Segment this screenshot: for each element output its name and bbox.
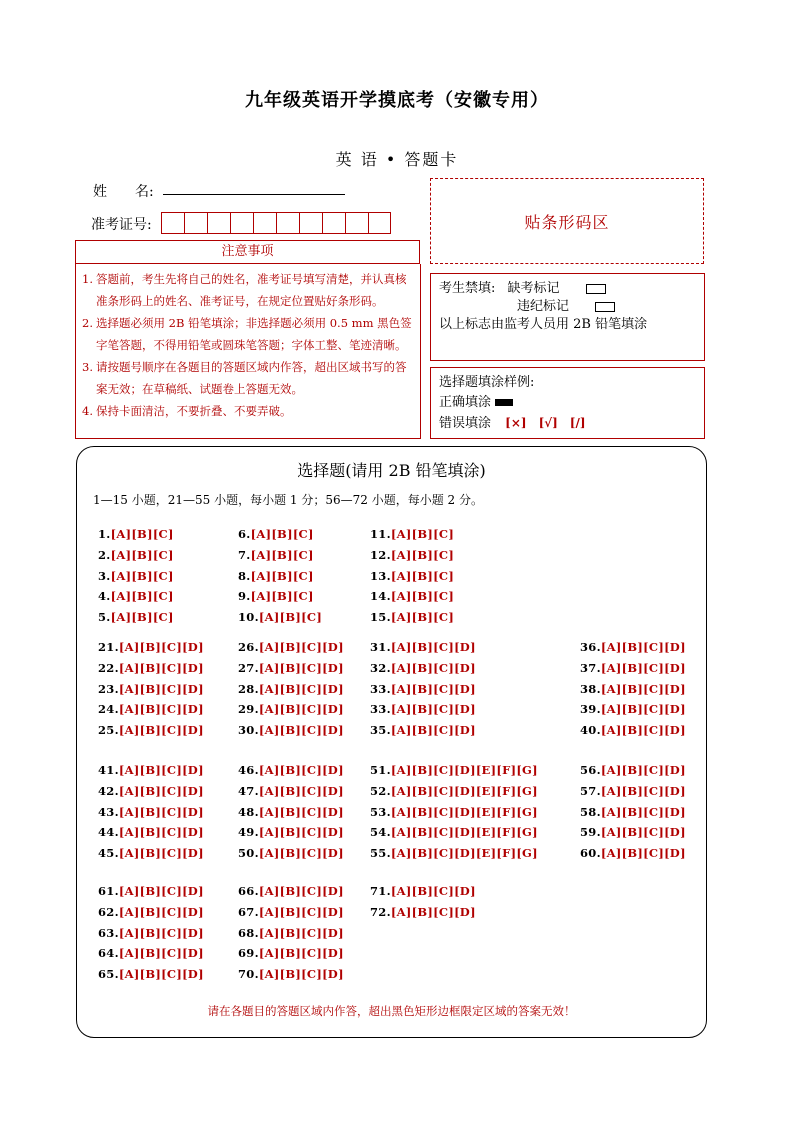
question-row (238, 846, 344, 860)
question-row (98, 723, 204, 737)
question-row (98, 610, 174, 624)
question-number: 52. (370, 783, 391, 798)
answer-options[interactable]: [A][B][C][D] (258, 681, 344, 696)
question-row (238, 905, 344, 919)
question-row (238, 527, 314, 541)
notice-item-number: 3. (82, 360, 93, 374)
question-row (98, 548, 174, 562)
answer-options[interactable]: [A][B][C][D] (390, 723, 476, 738)
notice-item-number: 4. (82, 404, 93, 418)
correct-fill-sample (495, 399, 513, 406)
question-row (238, 610, 322, 624)
answer-options[interactable]: [A][B][C][D] (118, 640, 204, 654)
answer-options[interactable]: [A][B][C][D] (258, 925, 344, 940)
absent-mark-box[interactable] (586, 284, 606, 294)
answer-options[interactable]: [A][B][C][D] (600, 846, 686, 861)
question-row (370, 805, 538, 819)
question-row (238, 661, 344, 675)
sample-title: 选择题填涂样例: (439, 375, 535, 390)
question-number: 15. (370, 610, 391, 625)
notice-item (82, 268, 414, 312)
question-row (580, 682, 686, 696)
answer-options[interactable]: [A][B][C] (250, 547, 314, 562)
barcode-area (430, 178, 704, 264)
question-number: 53. (370, 804, 391, 819)
answer-options[interactable]: [A][B][C] (390, 547, 455, 562)
question-row (98, 905, 204, 919)
choice-title: 选择题(请用 2B 铅笔填涂) (297, 461, 486, 480)
question-row (580, 805, 686, 819)
notice-item-text: 保持卡面清洁，不要折叠、不要弄破。 (96, 404, 292, 418)
notice-body (75, 264, 421, 439)
question-number: 40. (580, 723, 601, 738)
question-number: 65. (98, 967, 119, 982)
answer-options[interactable]: [A][B][C][D] (118, 904, 204, 919)
answer-options[interactable]: [A][B][C][D][E][F][G] (390, 825, 538, 840)
id-digit-box[interactable] (161, 212, 184, 234)
absent-label: 缺考标记 (507, 281, 560, 296)
question-number: 35. (370, 723, 391, 738)
answer-options[interactable]: [A][B][C][D] (390, 660, 476, 675)
answer-options[interactable]: [A][B][C][D][E][F][G] (390, 763, 538, 777)
question-row (238, 825, 344, 839)
question-number: 32. (370, 660, 391, 675)
question-number: 1. (98, 527, 111, 541)
answer-options[interactable]: [A][B][C][D] (118, 825, 204, 840)
question-number: 28. (238, 681, 259, 696)
question-row (580, 846, 686, 860)
answer-options[interactable]: [A][B][C][D] (118, 884, 204, 898)
question-number: 14. (370, 589, 391, 604)
question-row (370, 723, 476, 737)
question-number: 66. (238, 884, 259, 898)
question-row (238, 589, 314, 603)
question-number: 56. (580, 763, 601, 777)
choice-footer: 请在各题目的答题区域内作答，超出黑色矩形边框限定区域的答案无效！ (207, 1004, 576, 1018)
question-row (370, 640, 476, 654)
question-row (370, 784, 538, 798)
question-row (238, 967, 344, 981)
id-digit-box[interactable] (322, 212, 345, 234)
question-row (98, 702, 204, 716)
question-row (98, 846, 204, 860)
answer-options[interactable]: [A][B][C][D] (390, 904, 476, 919)
answer-options[interactable]: [A][B][C][D] (118, 925, 204, 940)
question-number: 25. (98, 723, 119, 738)
proctor-note: 以上标志由监考人员用 2B 铅笔填涂 (439, 317, 648, 332)
answer-options[interactable]: [A][B][C] (110, 527, 174, 541)
question-number: 13. (370, 568, 391, 583)
question-number: 61. (98, 884, 119, 898)
question-number: 23. (98, 681, 119, 696)
question-number: 5. (98, 610, 111, 625)
question-row (98, 640, 204, 654)
question-row (238, 640, 344, 654)
question-number: 59. (580, 825, 601, 840)
answer-options[interactable]: [A][B][C][D] (258, 967, 344, 982)
violation-mark-box[interactable] (595, 302, 615, 312)
question-number: 39. (580, 702, 601, 717)
question-row (238, 702, 344, 716)
answer-options[interactable]: [A][B][C][D] (258, 825, 344, 840)
answer-options[interactable]: [A][B][C] (110, 547, 174, 562)
id-digit-box[interactable] (368, 212, 391, 234)
notice-item (82, 400, 414, 422)
answer-options[interactable]: [A][B][C][D] (258, 702, 344, 717)
question-row (98, 527, 174, 541)
answer-options[interactable]: [A][B][C][D] (258, 804, 344, 819)
answer-options[interactable]: [A][B][C] (110, 610, 174, 625)
answer-options[interactable]: [A][B][C][D] (390, 702, 476, 717)
id-label: 准考证号: (91, 217, 152, 233)
question-number: 29. (238, 702, 259, 717)
answer-options[interactable]: [A][B][C] (250, 527, 314, 541)
answer-options[interactable]: [A][B][C][D] (258, 723, 344, 738)
question-row (370, 702, 476, 716)
question-row (370, 682, 476, 696)
violation-label: 违纪标记 (517, 299, 570, 314)
answer-options[interactable]: [A][B][C][D] (118, 967, 204, 982)
question-row (370, 905, 476, 919)
question-row (98, 784, 204, 798)
question-row (98, 589, 174, 603)
answer-options[interactable]: [A][B][C][D] (600, 723, 686, 738)
answer-options[interactable]: [A][B][C][D] (600, 660, 686, 675)
question-row (580, 763, 686, 777)
question-number: 33. (370, 702, 391, 717)
answer-options[interactable]: [A][B][C][D] (258, 904, 344, 919)
answer-options[interactable]: [A][B][C][D] (600, 640, 686, 654)
question-row (238, 926, 344, 940)
question-number: 38. (580, 681, 601, 696)
question-number: 31. (370, 640, 391, 654)
notice-item-text: 请按题号顺序在各题目的答题区域内作答，超出区域书写的答案无效；在草稿纸、试题卷上答题无效。 (96, 360, 407, 396)
question-number: 22. (98, 660, 119, 675)
question-number: 37. (580, 660, 601, 675)
answer-options[interactable]: [A][B][C] (390, 610, 455, 625)
question-number: 7. (238, 547, 251, 562)
answer-options[interactable]: [A][B][C][D] (118, 946, 204, 961)
answer-options[interactable]: [A][B][C] (390, 589, 455, 604)
page-subtitle: 英 语 • 答题卡 (335, 150, 459, 169)
question-row (370, 610, 454, 624)
question-number: 46. (238, 763, 259, 777)
question-row (238, 569, 314, 583)
id-digit-box[interactable] (184, 212, 207, 234)
answer-options[interactable]: [A][B][C][D] (118, 681, 204, 696)
question-number: 3. (98, 568, 111, 583)
id-digit-box[interactable] (345, 212, 368, 234)
question-row (98, 763, 204, 777)
question-number: 64. (98, 946, 119, 961)
question-number: 58. (580, 804, 601, 819)
answer-options[interactable]: [A][B][C][D] (390, 681, 476, 696)
answer-options[interactable]: [A][B][C][D][E][F][G] (390, 804, 538, 819)
question-row (370, 846, 538, 860)
id-digit-box[interactable] (276, 212, 299, 234)
answer-options[interactable]: [A][B][C][D] (258, 763, 344, 777)
answer-options[interactable]: [A][B][C][D] (258, 783, 344, 798)
notice-item-text: 选择题必须用 2B 铅笔填涂；非选择题必须用 0.5 mm 黑色签字笔答题，不得用铅笔或圆珠笔答题；字体工整、笔迹清晰。 (96, 316, 412, 352)
answer-options[interactable]: [A][B][C] (110, 568, 174, 583)
answer-options[interactable]: [A][B][C] (250, 568, 314, 583)
proctor-box (430, 273, 705, 361)
id-number-boxes[interactable] (161, 212, 391, 234)
question-row (580, 702, 686, 716)
question-row (238, 723, 344, 737)
question-number: 27. (238, 660, 259, 675)
sample-box (430, 367, 705, 439)
answer-options[interactable]: [A][B][C] (110, 589, 174, 604)
name-label: 姓 名: (93, 184, 154, 200)
id-digit-box[interactable] (207, 212, 230, 234)
answer-options[interactable]: [A][B][C][D] (118, 804, 204, 819)
question-number: 50. (238, 846, 259, 861)
correct-label: 正确填涂 (439, 395, 492, 410)
answer-options[interactable]: [A][B][C] (390, 568, 455, 583)
answer-options[interactable]: [A][B][C][D] (258, 660, 344, 675)
question-row (238, 946, 344, 960)
question-number: 70. (238, 967, 259, 982)
answer-options[interactable]: [A][B][C][D] (600, 825, 686, 840)
question-row (98, 661, 204, 675)
question-row (98, 682, 204, 696)
question-row (580, 661, 686, 675)
barcode-label: 贴条形码区 (524, 212, 610, 232)
answer-options[interactable]: [A][B][C][D] (390, 640, 476, 654)
question-row (370, 661, 476, 675)
question-number: 68. (238, 925, 259, 940)
choice-instructions: 1—15 小题，21—55 小题，每小题 1 分；56—72 小题，每小题 2 分。 (93, 493, 483, 507)
question-number: 42. (98, 783, 119, 798)
question-number: 41. (98, 763, 119, 777)
question-number: 2. (98, 547, 111, 562)
answer-options[interactable]: [A][B][C] (250, 589, 314, 604)
question-row (238, 548, 314, 562)
answer-options[interactable]: [A][B][C][D] (390, 884, 476, 898)
question-row (238, 682, 344, 696)
question-row (580, 640, 686, 654)
question-number: 72. (370, 904, 391, 919)
question-number: 55. (370, 846, 391, 861)
question-number: 4. (98, 589, 111, 604)
id-digit-box[interactable] (299, 212, 322, 234)
wrong-fill-samples: [×] [√] [/] (505, 416, 586, 430)
question-number: 26. (238, 640, 259, 654)
question-row (370, 884, 476, 898)
question-number: 10. (238, 610, 259, 625)
question-row (370, 548, 454, 562)
answer-options[interactable]: [A][B][C][D] (600, 702, 686, 717)
answer-options[interactable]: [A][B][C] (258, 610, 323, 625)
question-row (98, 825, 204, 839)
question-row (238, 884, 344, 898)
question-row (370, 527, 454, 541)
question-number: 9. (238, 589, 251, 604)
question-number: 45. (98, 846, 119, 861)
answer-options[interactable]: [A][B][C] (390, 527, 455, 541)
question-number: 48. (238, 804, 259, 819)
question-number: 63. (98, 925, 119, 940)
question-row (238, 805, 344, 819)
question-row (370, 589, 454, 603)
notice-item-number: 2. (82, 316, 93, 330)
id-digit-box[interactable] (253, 212, 276, 234)
answer-options[interactable]: [A][B][C][D] (600, 804, 686, 819)
notice-item-text: 答题前，考生先将自己的姓名，准考证号填写清楚，并认真核准条形码上的姓名、准考证号，在规定位置贴好条形码。 (96, 272, 407, 308)
answer-options[interactable]: [A][B][C][D] (118, 702, 204, 717)
answer-options[interactable]: [A][B][C][D] (600, 681, 686, 696)
question-number: 62. (98, 904, 119, 919)
notice-item (82, 312, 414, 356)
answer-options[interactable]: [A][B][C][D] (118, 846, 204, 861)
answer-options[interactable]: [A][B][C][D] (118, 723, 204, 738)
answer-options[interactable]: [A][B][C][D] (118, 763, 204, 777)
question-row (580, 825, 686, 839)
proctor-label: 考生禁填: (439, 281, 496, 296)
notice-item-number: 1. (82, 272, 93, 286)
question-row (98, 926, 204, 940)
question-row (580, 723, 686, 737)
question-row (238, 763, 344, 777)
question-number: 60. (580, 846, 601, 861)
answer-options[interactable]: [A][B][C][D][E][F][G] (390, 783, 538, 798)
question-number: 47. (238, 783, 259, 798)
question-number: 30. (238, 723, 259, 738)
question-number: 43. (98, 804, 119, 819)
question-number: 44. (98, 825, 119, 840)
answer-options[interactable]: [A][B][C][D] (118, 660, 204, 675)
question-row (370, 569, 454, 583)
question-row (370, 763, 538, 777)
question-number: 51. (370, 763, 391, 777)
question-row (98, 884, 204, 898)
question-number: 57. (580, 783, 601, 798)
notice-title: 注意事项 (75, 240, 420, 264)
answer-options[interactable]: [A][B][C][D] (118, 783, 204, 798)
question-number: 71. (370, 884, 391, 898)
answer-options[interactable]: [A][B][C][D] (258, 640, 344, 654)
question-number: 54. (370, 825, 391, 840)
answer-options[interactable]: [A][B][C][D] (258, 846, 344, 861)
wrong-label: 错误填涂 (439, 416, 492, 431)
question-row (98, 946, 204, 960)
answer-options[interactable]: [A][B][C][D] (258, 884, 344, 898)
question-number: 21. (98, 640, 119, 654)
answer-options[interactable]: [A][B][C][D] (600, 763, 686, 777)
answer-options[interactable]: [A][B][C][D][E][F][G] (390, 846, 538, 861)
question-number: 49. (238, 825, 259, 840)
question-number: 12. (370, 547, 391, 562)
notice-item (82, 356, 414, 400)
question-row (370, 825, 538, 839)
question-row (98, 805, 204, 819)
question-number: 67. (238, 904, 259, 919)
question-row (580, 784, 686, 798)
question-row (238, 784, 344, 798)
question-number: 36. (580, 640, 601, 654)
answer-options[interactable]: [A][B][C][D] (258, 946, 344, 961)
question-number: 6. (238, 527, 251, 541)
id-digit-box[interactable] (230, 212, 253, 234)
name-field[interactable] (163, 194, 345, 195)
question-number: 11. (370, 527, 391, 541)
question-number: 24. (98, 702, 119, 717)
answer-options[interactable]: [A][B][C][D] (600, 783, 686, 798)
page-title: 九年级英语开学摸底考（安徽专用） (245, 90, 549, 111)
question-row (98, 569, 174, 583)
question-row (98, 967, 204, 981)
question-number: 8. (238, 568, 251, 583)
question-number: 69. (238, 946, 259, 961)
question-number: 33. (370, 681, 391, 696)
